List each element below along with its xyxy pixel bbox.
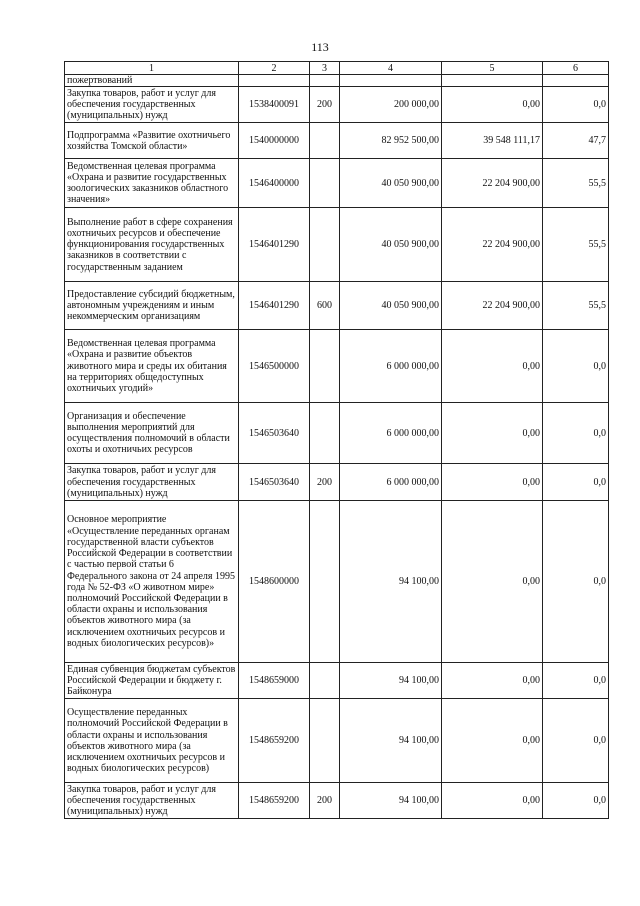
header-col-5: 5 <box>442 62 543 75</box>
header-col-1: 1 <box>65 62 239 75</box>
table-row <box>65 75 609 87</box>
row-percent: 0,0 <box>543 330 609 403</box>
row-type: 200 <box>310 783 340 819</box>
row-plan-amount: 82 952 500,00 <box>340 123 442 159</box>
row-code: 1540000000 <box>239 123 310 159</box>
row-code: 1546400000 <box>239 159 310 208</box>
table-row <box>65 123 609 159</box>
row-type <box>310 159 340 208</box>
row-code: 1538400091 <box>239 87 310 123</box>
row-code: 1548659200 <box>239 783 310 819</box>
row-type <box>310 501 340 663</box>
row-actual-amount: 0,00 <box>442 663 543 699</box>
row-percent: 0,0 <box>543 87 609 123</box>
row-type <box>310 330 340 403</box>
row-percent: 0,0 <box>543 699 609 783</box>
row-name: Осуществление переданных полномочий Российской Федерации в области охраны и использования объектов животного мира (за исключением охотничьих ресурсов и водных биологических ресурсов) <box>65 699 239 783</box>
row-name: Выполнение работ в сфере сохранения охотничьих ресурсов и обеспечение функционирования государственных заказников в соответствии с государственным заданием <box>65 208 239 282</box>
row-code: 1548600000 <box>239 501 310 663</box>
row-percent: 0,0 <box>543 501 609 663</box>
header-row <box>65 62 609 75</box>
row-type: 200 <box>310 464 340 501</box>
table-row <box>65 501 609 663</box>
row-percent: 47,7 <box>543 123 609 159</box>
row-code: 1546503640 <box>239 403 310 464</box>
row-type <box>310 75 340 87</box>
row-actual-amount: 39 548 111,17 <box>442 123 543 159</box>
row-name: Основное мероприятие «Осуществление переданных органам государственной власти субъектов Российской Федерации в соответствии с частью первой статьи 6 Федерального закона от 24 апреля 1995 года № 52-ФЗ «О животном мире» полномочий Российской Федерации в области охраны и использования объектов животного мира (за исключением охотничьих ресурсов и водных биологических ресурсов)» <box>65 501 239 663</box>
row-code: 1546503640 <box>239 464 310 501</box>
row-percent: 55,5 <box>543 159 609 208</box>
row-percent: 0,0 <box>543 464 609 501</box>
row-name: Предоставление субсидий бюджетным, автономным учреждениям и иным некоммерческим организациям <box>65 282 239 330</box>
row-code: 1546401290 <box>239 282 310 330</box>
row-type <box>310 699 340 783</box>
row-plan-amount: 40 050 900,00 <box>340 282 442 330</box>
row-plan-amount: 6 000 000,00 <box>340 403 442 464</box>
budget-table <box>64 61 609 819</box>
row-plan-amount: 94 100,00 <box>340 783 442 819</box>
table-row <box>65 663 609 699</box>
row-code: 1546500000 <box>239 330 310 403</box>
row-plan-amount: 6 000 000,00 <box>340 464 442 501</box>
row-name: Закупка товаров, работ и услуг для обеспечения государственных (муниципальных) нужд <box>65 783 239 819</box>
row-actual-amount: 22 204 900,00 <box>442 159 543 208</box>
row-name: Подпрограмма «Развитие охотничьего хозяйства Томской области» <box>65 123 239 159</box>
row-plan-amount: 6 000 000,00 <box>340 330 442 403</box>
row-name: пожертвований <box>65 75 239 87</box>
row-plan-amount: 94 100,00 <box>340 699 442 783</box>
row-actual-amount <box>442 75 543 87</box>
row-type: 600 <box>310 282 340 330</box>
row-actual-amount: 0,00 <box>442 403 543 464</box>
row-type: 200 <box>310 87 340 123</box>
header-col-4: 4 <box>340 62 442 75</box>
row-name: Единая субвенция бюджетам субъектов Российской Федерации и бюджету г. Байконура <box>65 663 239 699</box>
row-name: Закупка товаров, работ и услуг для обеспечения государственных (муниципальных) нужд <box>65 87 239 123</box>
row-plan-amount: 40 050 900,00 <box>340 159 442 208</box>
row-plan-amount: 200 000,00 <box>340 87 442 123</box>
row-type <box>310 208 340 282</box>
row-actual-amount: 0,00 <box>442 783 543 819</box>
header-col-3: 3 <box>310 62 340 75</box>
table-row <box>65 282 609 330</box>
table-row <box>65 208 609 282</box>
table-row <box>65 403 609 464</box>
row-type <box>310 663 340 699</box>
row-actual-amount: 22 204 900,00 <box>442 282 543 330</box>
row-code <box>239 75 310 87</box>
row-code: 1546401290 <box>239 208 310 282</box>
row-percent: 0,0 <box>543 783 609 819</box>
row-code: 1548659200 <box>239 699 310 783</box>
row-percent: 0,0 <box>543 403 609 464</box>
row-type <box>310 123 340 159</box>
row-plan-amount <box>340 75 442 87</box>
row-actual-amount: 0,00 <box>442 501 543 663</box>
row-plan-amount: 94 100,00 <box>340 663 442 699</box>
table-row <box>65 699 609 783</box>
table-row <box>65 87 609 123</box>
header-col-2: 2 <box>239 62 310 75</box>
row-actual-amount: 0,00 <box>442 330 543 403</box>
row-percent: 55,5 <box>543 208 609 282</box>
row-percent: 55,5 <box>543 282 609 330</box>
row-name: Организация и обеспечение выполнения мероприятий для осуществления полномочий в области охоты и охотничьих ресурсов <box>65 403 239 464</box>
row-actual-amount: 22 204 900,00 <box>442 208 543 282</box>
row-code: 1548659000 <box>239 663 310 699</box>
row-plan-amount: 40 050 900,00 <box>340 208 442 282</box>
row-actual-amount: 0,00 <box>442 87 543 123</box>
row-name: Закупка товаров, работ и услуг для обеспечения государственных (муниципальных) нужд <box>65 464 239 501</box>
row-percent: 0,0 <box>543 663 609 699</box>
header-col-6: 6 <box>543 62 609 75</box>
row-type <box>310 403 340 464</box>
row-plan-amount: 94 100,00 <box>340 501 442 663</box>
row-name: Ведомственная целевая программа «Охрана и развитие объектов животного мира и среды их обитания на территориях общедоступных охотничьих угодий» <box>65 330 239 403</box>
row-actual-amount: 0,00 <box>442 699 543 783</box>
table-row <box>65 330 609 403</box>
row-actual-amount: 0,00 <box>442 464 543 501</box>
row-name: Ведомственная целевая программа «Охрана и развитие государственных зоологических заказников областного значения» <box>65 159 239 208</box>
table-row <box>65 159 609 208</box>
row-percent <box>543 75 609 87</box>
table-row <box>65 783 609 819</box>
table-row <box>65 464 609 501</box>
page-number: 113 <box>311 40 329 54</box>
